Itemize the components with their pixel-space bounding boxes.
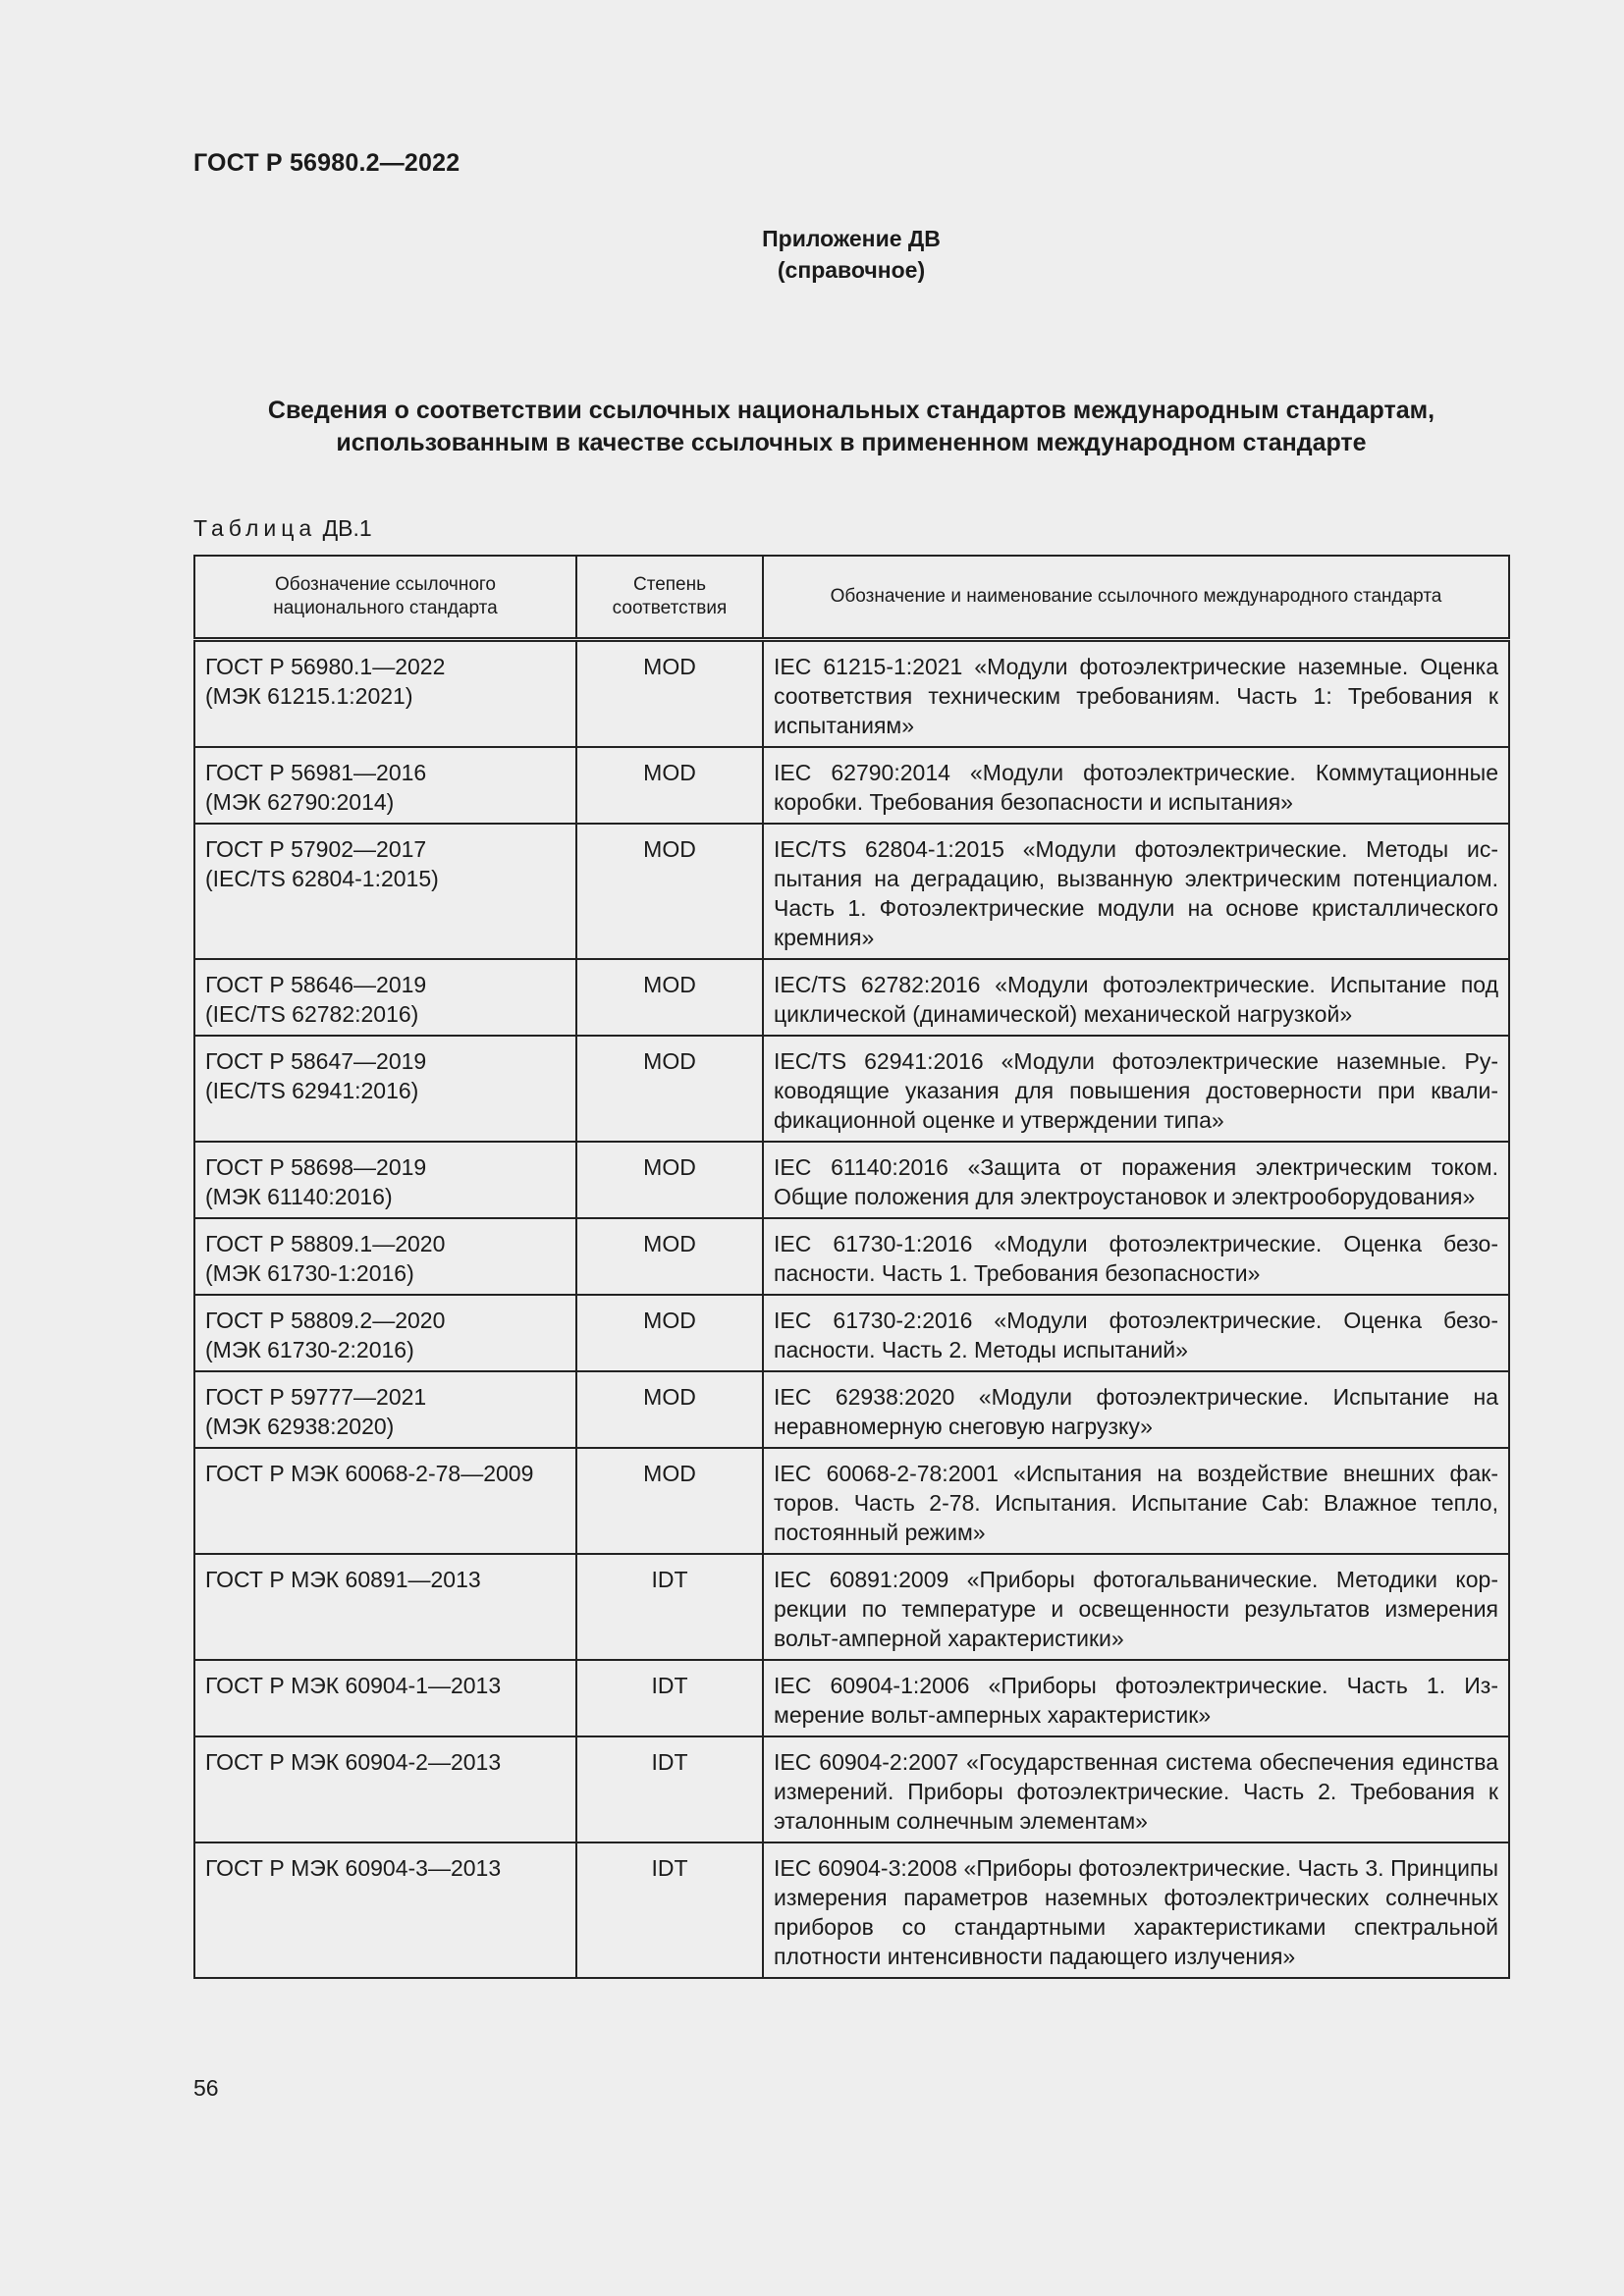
national-standard-code: ГОСТ Р МЭК 60068-2-78—2009 <box>205 1461 534 1486</box>
national-standard-code: ГОСТ Р МЭК 60891—2013 <box>205 1567 481 1592</box>
national-standard-origin: (МЭК 61730-1:2016) <box>205 1260 414 1286</box>
international-standard-cell: IEC 60904-1:2006 «Приборы фотоэлектрические. Часть 1. Измерение вольт-амперных характеристик» <box>763 1660 1509 1736</box>
national-standard-cell <box>194 1036 576 1142</box>
national-standard-code: ГОСТ Р МЭК 60904-2—2013 <box>205 1749 502 1775</box>
appendix-title: Приложение ДВ <box>762 226 941 251</box>
table-row <box>194 1142 1509 1218</box>
header-national-line-2: национального стандарта <box>273 598 498 618</box>
national-standard-code: ГОСТ Р 58698—2019 <box>205 1154 427 1180</box>
national-standard-code: ГОСТ Р МЭК 60904-3—2013 <box>205 1855 502 1881</box>
standards-table <box>193 555 1510 1979</box>
national-standard-code: ГОСТ Р 58646—2019 <box>205 972 427 997</box>
section-title-line-2: использованным в качестве ссылочных в примененном международном стандарте <box>336 429 1367 456</box>
table-row <box>194 1448 1509 1554</box>
national-standard-cell <box>194 640 576 748</box>
international-standard-cell: IEC 61730-2:2016 «Модули фотоэлектрические. Оценка безопасности. Часть 2. Методы испытаний» <box>763 1295 1509 1371</box>
degree-cell: IDT <box>576 1660 763 1736</box>
degree-cell: MOD <box>576 1448 763 1554</box>
national-standard-cell <box>194 959 576 1036</box>
degree-cell: MOD <box>576 640 763 748</box>
international-standard-cell: IEC 61140:2016 «Защита от поражения электрическим током. Общие положения для электроустановок и электрооборудования» <box>763 1142 1509 1218</box>
international-standard-cell: IEC 60904-2:2007 «Государственная система обеспечения единства измерений. Приборы фотоэлектрические. Часть 2. Требования к эталонным солнечным элементам» <box>763 1736 1509 1842</box>
table-row <box>194 747 1509 824</box>
national-standard-code: ГОСТ Р 56981—2016 <box>205 760 427 785</box>
degree-cell: MOD <box>576 747 763 824</box>
table-row <box>194 824 1509 959</box>
international-standard-cell: IEC 61215-1:2021 «Модули фотоэлектрические наземные. Оценка соответствия техническим требованиям. Часть 1: Требования к испытаниям» <box>763 640 1509 748</box>
national-standard-cell <box>194 1218 576 1295</box>
national-standard-origin: (IEC/TS 62941:2016) <box>205 1078 419 1103</box>
table-row <box>194 1036 1509 1142</box>
degree-cell: IDT <box>576 1736 763 1842</box>
degree-cell: IDT <box>576 1554 763 1660</box>
degree-cell: MOD <box>576 1371 763 1448</box>
degree-cell: MOD <box>576 1218 763 1295</box>
degree-cell: IDT <box>576 1842 763 1978</box>
national-standard-cell <box>194 1371 576 1448</box>
table-row <box>194 1554 1509 1660</box>
national-standard-origin: (МЭК 61215.1:2021) <box>205 683 413 709</box>
header-degree-line-1: Степень <box>632 574 707 595</box>
national-standard-code: ГОСТ Р 59777—2021 <box>205 1384 427 1410</box>
table-caption <box>193 515 372 542</box>
table-caption-prefix: Таблица <box>193 515 317 541</box>
header-national-line-1: Обозначение ссылочного <box>275 574 496 595</box>
header-degree <box>576 556 763 640</box>
table-row <box>194 1736 1509 1842</box>
header-degree-line-2: соответствия <box>612 598 728 618</box>
national-standard-code: ГОСТ Р 58647—2019 <box>205 1048 427 1074</box>
national-standard-code: ГОСТ Р 58809.2—2020 <box>205 1308 446 1333</box>
international-standard-cell: IEC/TS 62804-1:2015 «Модули фотоэлектрические. Методы испытания на деградацию, вызванную электрическим потенциалом. Часть 1. Фотоэлектрические модули на основе кристаллического кремния» <box>763 824 1509 959</box>
section-title <box>193 395 1509 459</box>
table-row <box>194 1842 1509 1978</box>
table-row <box>194 640 1509 748</box>
international-standard-cell: IEC 61730-1:2016 «Модули фотоэлектрические. Оценка безопасности. Часть 1. Требования безопасности» <box>763 1218 1509 1295</box>
table-row <box>194 1218 1509 1295</box>
national-standard-code: ГОСТ Р 58809.1—2020 <box>205 1231 446 1256</box>
degree-cell: MOD <box>576 824 763 959</box>
degree-cell: MOD <box>576 1142 763 1218</box>
national-standard-cell <box>194 1842 576 1978</box>
national-standard-cell <box>194 1660 576 1736</box>
degree-cell: MOD <box>576 1295 763 1371</box>
national-standard-code: ГОСТ Р 56980.1—2022 <box>205 654 446 679</box>
national-standard-cell <box>194 824 576 959</box>
national-standard-cell <box>194 1736 576 1842</box>
header-international-standard: Обозначение и наименование ссылочного международного стандарта <box>763 556 1509 640</box>
international-standard-cell: IEC 62938:2020 «Модули фотоэлектрические. Испытание на неравномерную снеговую нагрузку» <box>763 1371 1509 1448</box>
national-standard-cell <box>194 747 576 824</box>
degree-cell: MOD <box>576 1036 763 1142</box>
document-code: ГОСТ Р 56980.2—2022 <box>193 149 460 177</box>
international-standard-cell: IEC/TS 62782:2016 «Модули фотоэлектрические. Испытание под циклической (динамической) механической нагрузкой» <box>763 959 1509 1036</box>
national-standard-cell <box>194 1142 576 1218</box>
appendix-kind: (справочное) <box>777 257 926 283</box>
table-body <box>194 640 1509 1979</box>
international-standard-cell: IEC/TS 62941:2016 «Модули фотоэлектрические наземные. Руководящие указания для повышения достоверности при квалификационной оценке и утверждении типа» <box>763 1036 1509 1142</box>
table-row <box>194 1660 1509 1736</box>
table-header-row <box>194 556 1509 640</box>
national-standard-cell <box>194 1448 576 1554</box>
section-title-line-1: Сведения о соответствии ссылочных национальных стандартов международным стандартам, <box>267 397 1435 424</box>
international-standard-cell: IEC 62790:2014 «Модули фотоэлектрические. Коммутационные коробки. Требования безопасности и испытания» <box>763 747 1509 824</box>
national-standard-code: ГОСТ Р МЭК 60904-1—2013 <box>205 1673 502 1698</box>
national-standard-origin: (МЭК 61730-2:2016) <box>205 1337 414 1362</box>
national-standard-origin: (МЭК 61140:2016) <box>205 1184 393 1209</box>
international-standard-cell: IEC 60904-3:2008 «Приборы фотоэлектрические. Часть 3. Принципы измерения параметров наземных фотоэлектрических солнечных приборов со стандартными характеристиками спектральной плотности интенсивности падающего излучения» <box>763 1842 1509 1978</box>
national-standard-origin: (IEC/TS 62804-1:2015) <box>205 866 439 891</box>
degree-cell: MOD <box>576 959 763 1036</box>
table-row <box>194 959 1509 1036</box>
international-standard-cell: IEC 60891:2009 «Приборы фотогальванические. Методики коррекции по температуре и освещенности результатов измерения вольт-амперной характеристики» <box>763 1554 1509 1660</box>
national-standard-code: ГОСТ Р 57902—2017 <box>205 836 427 862</box>
table-row <box>194 1295 1509 1371</box>
table-row <box>194 1371 1509 1448</box>
page-number: 56 <box>193 2075 219 2101</box>
national-standard-origin: (IEC/TS 62782:2016) <box>205 1001 419 1027</box>
national-standard-cell <box>194 1295 576 1371</box>
table-caption-number: ДВ.1 <box>322 515 372 541</box>
national-standard-origin: (МЭК 62938:2020) <box>205 1414 395 1439</box>
international-standard-cell: IEC 60068-2-78:2001 «Испытания на воздействие внешних факторов. Часть 2-78. Испытания. Испытание Cab: Влажное тепло, постоянный режим» <box>763 1448 1509 1554</box>
header-national-standard <box>194 556 576 640</box>
national-standard-origin: (МЭК 62790:2014) <box>205 789 395 815</box>
national-standard-cell <box>194 1554 576 1660</box>
